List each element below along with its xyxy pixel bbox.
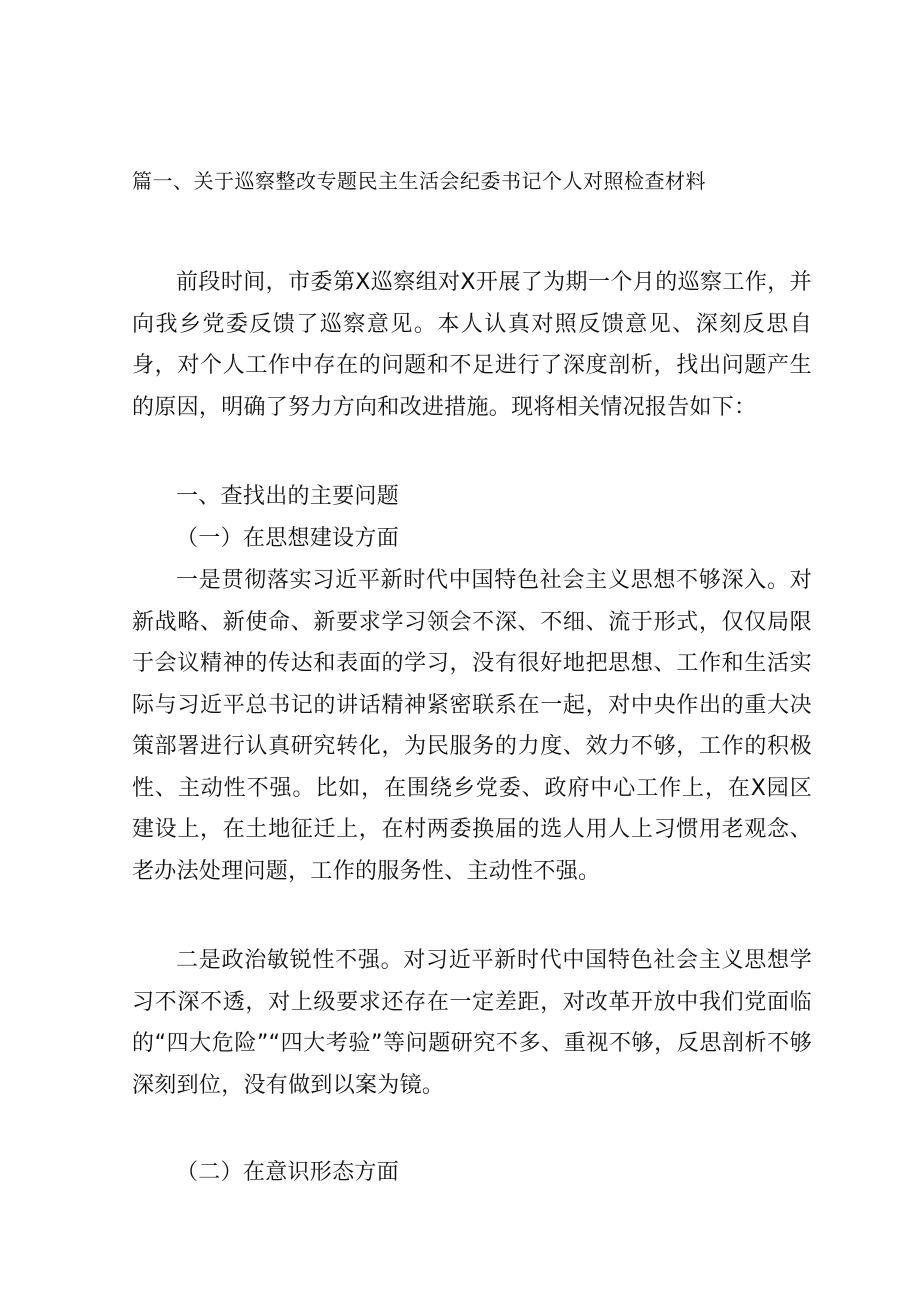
document-title: 篇一、关于巡察整改专题民主生活会纪委书记个人对照检查材料 — [132, 169, 706, 193]
paragraph-first-issue: 一是贯彻落实习近平新时代中国特色社会主义思想不够深入。对新战略、新使命、新要求学习领会不深、不细、流于形式，仅仅局限于会议精神的传达和表面的学习，没有很好地把思想、工作和生活实际与习近平总书记的讲话精神紧密联系在一起，对中央作出的重大决策部署进行认真研究转化，为民服务的力度、效力不够，工作的积极性、主动性不强。比如，在围绕乡党委、政府中心工作上，在X园区建设上，在土地征迁上，在村两委换届的选人用人上习惯用老观念、老办法处理问题，工作的服务性、主动性不强。 — [132, 568, 812, 884]
section-heading-one: 一、查找出的主要问题 — [176, 484, 400, 509]
subsection-heading-ideology-form: （二）在意识形态方面 — [176, 1160, 400, 1185]
subsection-heading-ideology-building: （一）在思想建设方面 — [176, 526, 400, 551]
intro-paragraph: 前段时间，市委第X巡察组对X开展了为期一个月的巡察工作，并向我乡党委反馈了巡察意见。本人认真对照反馈意见、深刻反思自身，对个人工作中存在的问题和不足进行了深度剖析，找出问题产生的原因，明确了努力方向和改进措施。现将相关情况报告如下： — [132, 270, 812, 420]
paragraph-second-issue: 二是政治敏锐性不强。对习近平新时代中国特色社会主义思想学习不深不透，对上级要求还存在一定差距，对改革开放中我们党面临的“四大危险”“四大考验”等问题研究不多、重视不够，反思剖析不够深刻到位，没有做到以案为镜。 — [132, 948, 812, 1098]
